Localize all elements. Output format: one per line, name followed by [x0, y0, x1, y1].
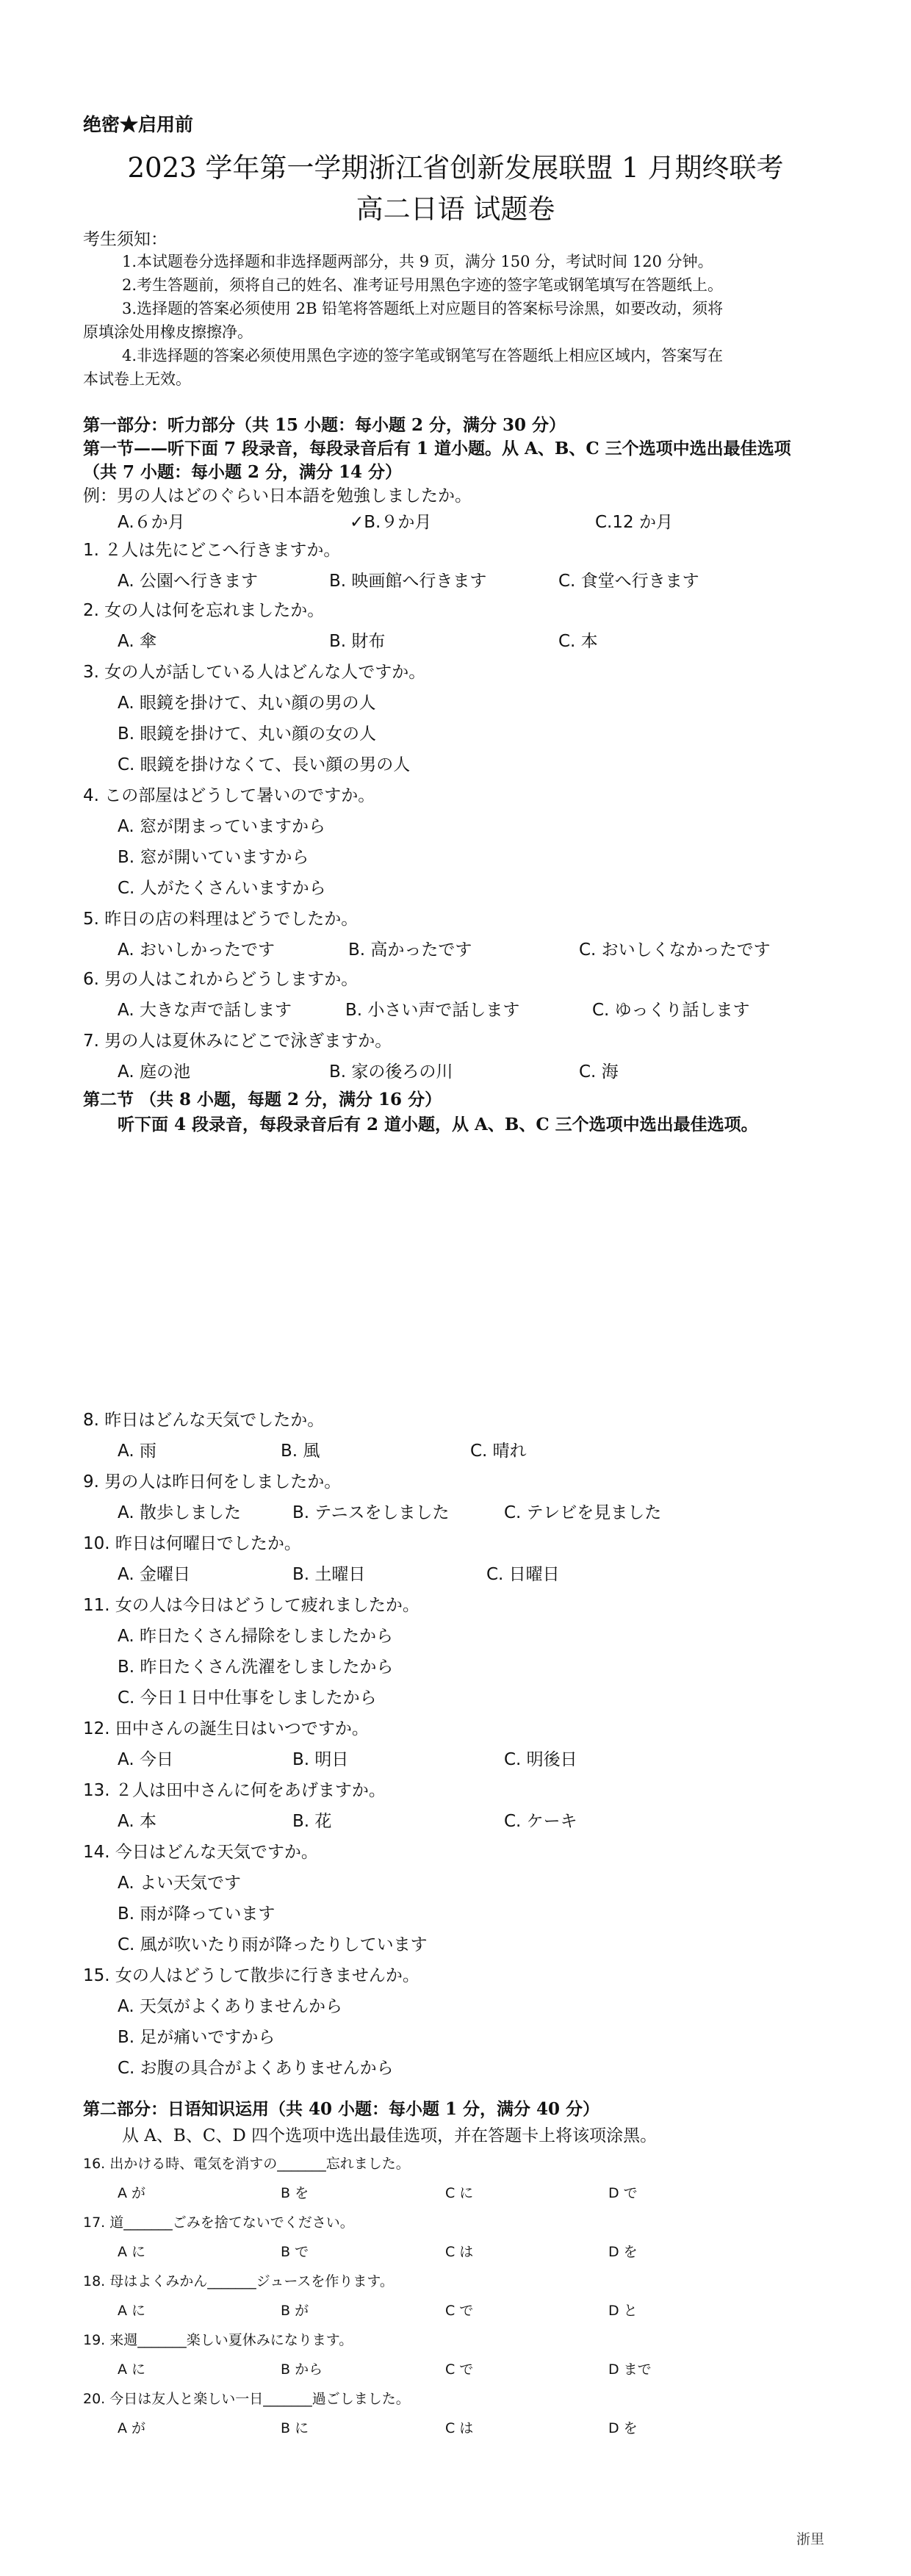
question: 15. 女の人はどうして散歩に行きませんか。 — [83, 1966, 420, 1985]
question: 1. ２人は先にどこへ行きますか。 — [83, 541, 341, 560]
answer-option: C. 海 — [579, 1062, 619, 1082]
part2-instruction: 从 A、B、C、D 四个选项中选出最佳选项，并在答题卡上将该项涂黑。 — [122, 2126, 658, 2145]
part1-heading: 第一部分：听力部分（共 15 小题：每小题 2 分，满分 30 分） — [83, 415, 566, 435]
answer-option: C. 人がたくさんいますから — [118, 879, 326, 898]
notice-item: 3.选择题的答案必须使用 2B 铅笔将答题纸上对应题目的答案标号涂黑，如要改动，须将 — [122, 300, 724, 317]
answer-option: B. テニスをしました — [292, 1503, 450, 1522]
answer-option: C で — [445, 2361, 474, 2378]
answer-option: A. 雨 — [118, 1442, 156, 1461]
answer-option: C. ゆっくり話します — [592, 1001, 750, 1020]
notice-item: 1.本试题卷分选择题和非选择题两部分，共 9 页，满分 150 分，考试时间 120 分钟。 — [122, 253, 713, 270]
question: 13. ２人は田中さんに何をあげますか。 — [83, 1781, 386, 1800]
answer-option: C. 眼鏡を掛けなくて、長い顔の男の人 — [118, 755, 411, 774]
answer-option: A. 窓が閉まっていますから — [118, 817, 325, 836]
answer-option: B. 雨が降っています — [118, 1904, 276, 1924]
answer-option: D で — [608, 2185, 638, 2201]
question: 12. 田中さんの誕生日はいつですか。 — [83, 1719, 369, 1738]
answer-option: B が — [281, 2303, 309, 2319]
answer-option: C. 晴れ — [470, 1442, 527, 1461]
section1-heading: 第一节——听下面 7 段录音，每段录音后有 1 道小题。从 A、B、C 三个选项中选出最佳选项 — [83, 439, 791, 458]
question: 8. 昨日はどんな天気でしたか。 — [83, 1411, 325, 1430]
answer-option: B. 明日 — [292, 1750, 349, 1769]
answer-option: B で — [281, 2244, 309, 2260]
answer-option: C. 本 — [558, 632, 598, 651]
answer-option: B. 花 — [292, 1812, 332, 1831]
question: 10. 昨日は何曜日でしたか。 — [83, 1534, 301, 1553]
example-option: C.12 か月 — [595, 513, 673, 532]
answer-option: C. テレビを見ました — [504, 1503, 662, 1522]
question: 16. 出かける時、電気を消すの_______忘れました。 — [83, 2156, 410, 2172]
footer-mark: 浙里 — [796, 2531, 825, 2547]
answer-option: D と — [608, 2303, 638, 2319]
notice-item: 2.考生答题前，须将自己的姓名、准考证号用黑色字迹的签字笔或钢笔填写在答题纸上。 — [122, 276, 724, 294]
answer-option: C に — [445, 2185, 474, 2201]
answer-option: A. 天気がよくありませんから — [118, 1997, 342, 2016]
answer-option: D まで — [608, 2361, 652, 2378]
answer-option: D を — [608, 2420, 638, 2436]
answer-option: A. よい天気です — [118, 1874, 241, 1893]
section1-subheading: （共 7 小题：每小题 2 分，满分 14 分） — [83, 462, 403, 482]
question: 17. 道_______ごみを捨てないでください。 — [83, 2215, 354, 2231]
notice-item: 原填涂处用橡皮擦擦净。 — [83, 323, 253, 341]
answer-option: B. 高かったです — [348, 940, 472, 960]
answer-option: A に — [118, 2361, 146, 2378]
answer-option: B. 足が痛いですから — [118, 2028, 276, 2047]
notice-heading: 考生须知： — [83, 230, 168, 249]
answer-option: A. 昨日たくさん掃除をしましたから — [118, 1627, 393, 1646]
answer-option: A. 庭の池 — [118, 1062, 190, 1082]
answer-option: B を — [281, 2185, 309, 2201]
answer-option: A. 本 — [118, 1812, 156, 1831]
answer-option: A. 眼鏡を掛けて、丸い顔の男の人 — [118, 694, 376, 713]
question: 11. 女の人は今日はどうして疲れましたか。 — [83, 1596, 420, 1615]
question: 19. 来週_______楽しい夏休みになります。 — [83, 2332, 353, 2348]
section2-instruction: 听下面 4 段录音，每段录音后有 2 道小题，从 A、B、C 三个选项中选出最佳选项。 — [118, 1115, 758, 1134]
answer-option: B. 小さい声で話します — [345, 1001, 520, 1020]
question: 4. この部屋はどうして暑いのですか。 — [83, 786, 375, 805]
answer-option: D を — [608, 2244, 638, 2260]
answer-option: A. おいしかったです — [118, 940, 275, 960]
answer-option: B. 昨日たくさん洗濯をしましたから — [118, 1658, 394, 1677]
notice-item: 4.非选择题的答案必须使用黑色字迹的签字笔或钢笔写在答题纸上相应区域内，答案写在 — [122, 347, 724, 364]
answer-option: B. 風 — [281, 1442, 320, 1461]
answer-option: C. 風が吹いたり雨が降ったりしています — [118, 1935, 428, 1954]
question: 20. 今日は友人と楽しい一日_______過ごしました。 — [83, 2391, 410, 2407]
exam-title: 2023 学年第一学期浙江省创新发展联盟 1 月期终联考 — [127, 152, 784, 184]
answer-option: B. 眼鏡を掛けて、丸い顔の女の人 — [118, 724, 376, 744]
answer-option: B から — [281, 2361, 323, 2378]
answer-option: C. 食堂へ行きます — [558, 572, 699, 591]
answer-option: A. 今日 — [118, 1750, 173, 1769]
question: 6. 男の人はこれからどうしますか。 — [83, 970, 359, 989]
confidential-mark: 绝密★启用前 — [83, 114, 194, 135]
part2-heading: 第二部分：日语知识运用（共 40 小题：每小题 1 分，满分 40 分） — [83, 2099, 600, 2119]
answer-option: A に — [118, 2303, 146, 2319]
answer-option: C. ケーキ — [504, 1812, 577, 1831]
answer-option: C. 明後日 — [504, 1750, 577, 1769]
answer-option: C. 今日１日中仕事をしましたから — [118, 1688, 377, 1708]
answer-option: A. 公園へ行きます — [118, 572, 258, 591]
example-option-answer: ✓B.９か月 — [350, 513, 432, 532]
question: 5. 昨日の店の料理はどうでしたか。 — [83, 910, 359, 929]
exam-subtitle: 高二日语 试题卷 — [356, 193, 555, 225]
answer-option: A. 散歩しました — [118, 1503, 241, 1522]
section2-heading: 第二节 （共 8 小题，每题 2 分，满分 16 分） — [83, 1090, 442, 1109]
question: 14. 今日はどんな天気ですか。 — [83, 1843, 318, 1862]
answer-option: A が — [118, 2185, 146, 2201]
notice-item: 本试卷上无效。 — [83, 370, 191, 388]
example-question: 例：男の人はどのぐらい日本語を勉強しましたか。 — [83, 486, 472, 506]
question: 3. 女の人が話している人はどんな人ですか。 — [83, 663, 426, 682]
answer-option: A. 傘 — [118, 632, 156, 651]
example-option: A.６か月 — [118, 513, 185, 532]
answer-option: A に — [118, 2244, 146, 2260]
answer-option: B. 財布 — [329, 632, 386, 651]
answer-option: C. おいしくなかったです — [579, 940, 771, 960]
answer-option: B. 家の後ろの川 — [329, 1062, 453, 1082]
question: 18. 母はよくみかん_______ジュースを作ります。 — [83, 2273, 394, 2289]
answer-option: A. 金曜日 — [118, 1565, 190, 1584]
question: 7. 男の人は夏休みにどこで泳ぎますか。 — [83, 1032, 392, 1051]
answer-option: B. 窓が開いていますから — [118, 848, 309, 867]
answer-option: C. 日曜日 — [486, 1565, 560, 1584]
answer-option: C. お腹の具合がよくありませんから — [118, 2059, 394, 2078]
answer-option: A が — [118, 2420, 146, 2436]
answer-option: B. 映画館へ行きます — [329, 572, 487, 591]
answer-option: C で — [445, 2303, 474, 2319]
question: 9. 男の人は昨日何をしましたか。 — [83, 1472, 342, 1492]
answer-option: B に — [281, 2420, 309, 2436]
answer-option: C は — [445, 2420, 474, 2436]
question: 2. 女の人は何を忘れましたか。 — [83, 601, 325, 620]
answer-option: A. 大きな声で話します — [118, 1001, 292, 1020]
answer-option: B. 土曜日 — [292, 1565, 366, 1584]
answer-option: C は — [445, 2244, 474, 2260]
